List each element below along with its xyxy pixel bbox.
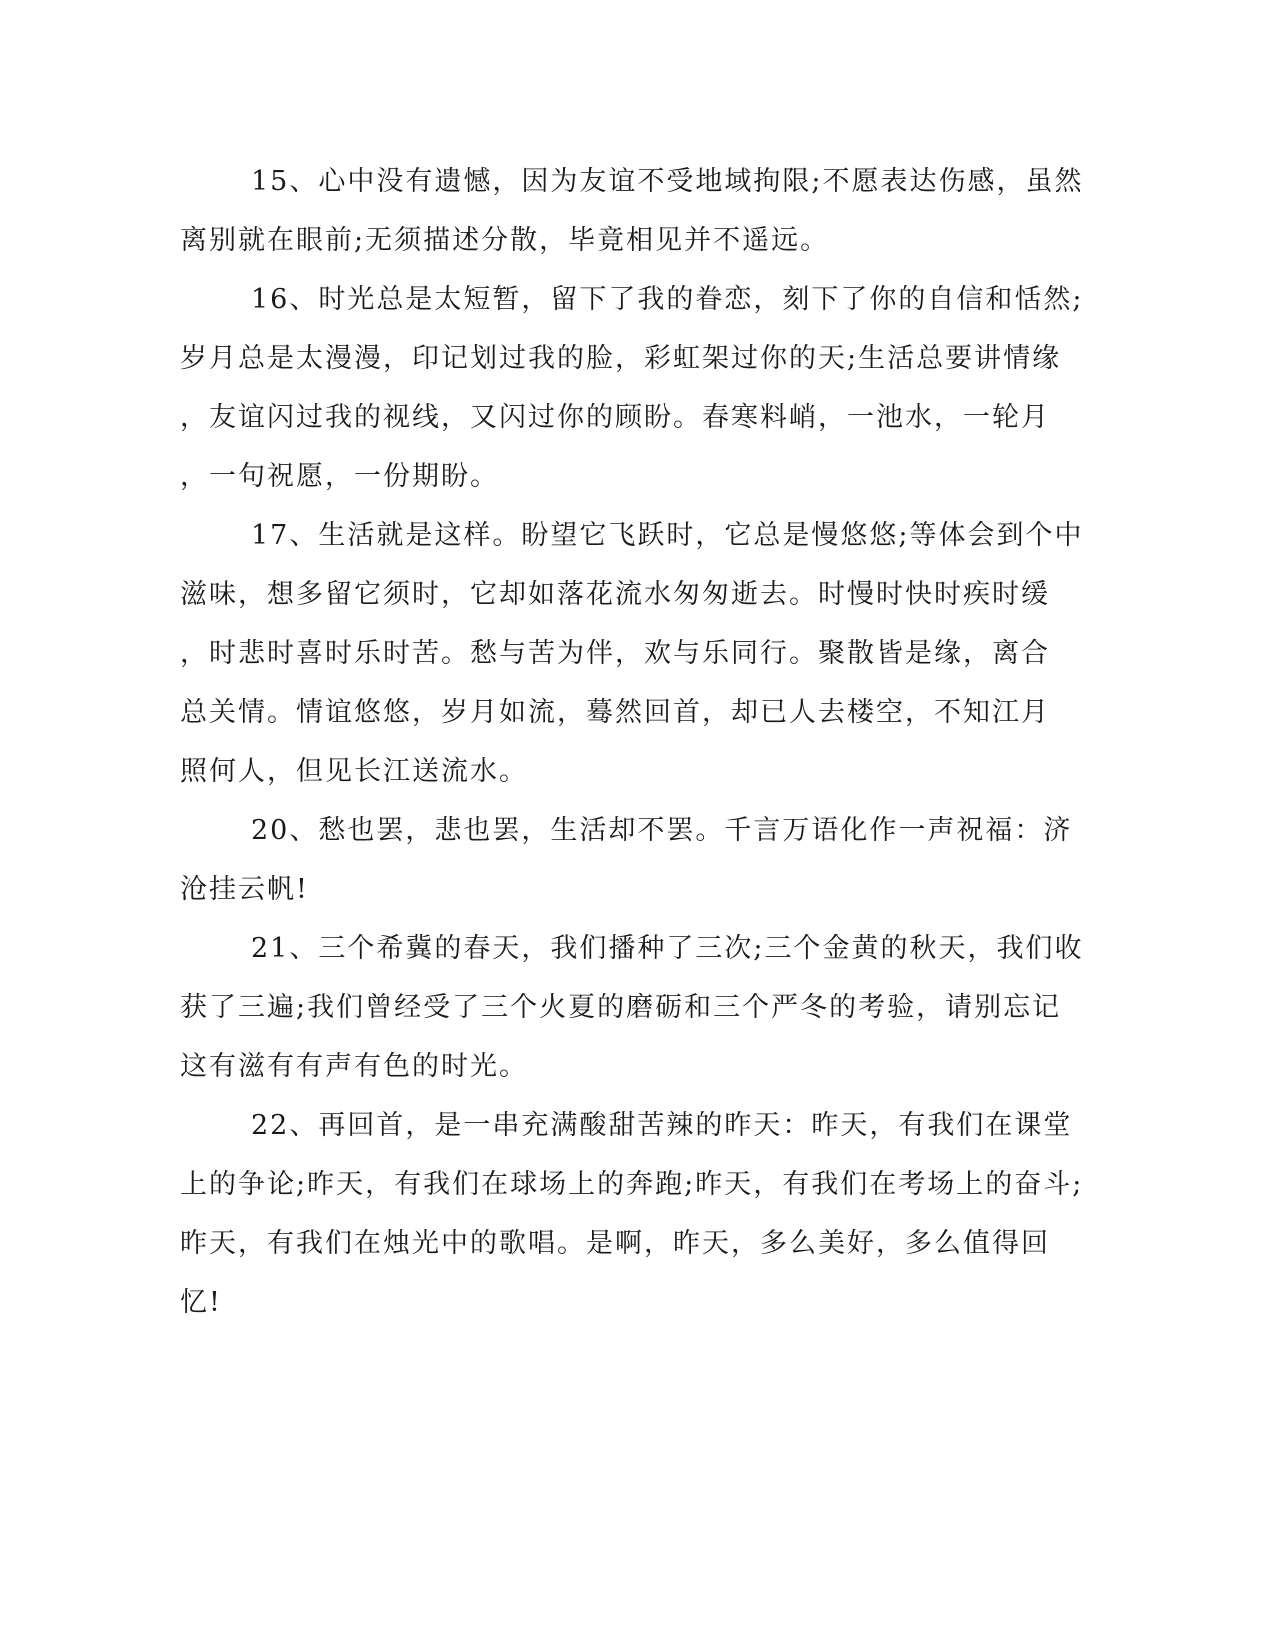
text-line: 滋味，想多留它须时，它却如落花流水匆匆逝去。时慢时快时疾时缓 <box>180 579 1050 610</box>
text-line: 获了三遍;我们曾经受了三个火夏的磨砺和三个严冬的考验，请别忘记 <box>180 992 1062 1023</box>
text-line: 16、时光总是太短暂，留下了我的眷恋，刻下了你的自信和恬然; <box>251 284 1084 315</box>
text-line: 昨天，有我们在烛光中的歌唱。是啊，昨天，多么美好，多么值得回 <box>180 1228 1050 1259</box>
text-line: 忆! <box>180 1287 222 1318</box>
paragraph-21 <box>180 929 1084 1106</box>
text-line: 17、生活就是这样。盼望它飞跃时，它总是慢悠悠;等体会到个中 <box>251 520 1084 551</box>
paragraph-15 <box>180 162 1084 280</box>
paragraph-16 <box>180 280 1084 516</box>
text-line: ，一句祝愿，一份期盼。 <box>180 461 499 492</box>
text-line: 这有滋有有声有色的时光。 <box>180 1051 528 1082</box>
paragraph-22 <box>180 1106 1084 1342</box>
text-line: 岁月总是太漫漫，印记划过我的脸，彩虹架过你的天;生活总要讲情缘 <box>180 343 1062 374</box>
text-line: 离别就在眼前;无须描述分散，毕竟相见并不遥远。 <box>180 225 830 256</box>
text-line: 21、三个希冀的春天，我们播种了三次;三个金黄的秋天，我们收 <box>251 933 1084 964</box>
paragraph-20 <box>180 811 1073 929</box>
text-line: 上的争论;昨天，有我们在球场上的奔跑;昨天，有我们在考场上的奋斗; <box>180 1169 1084 1200</box>
text-line: 总关情。情谊悠悠，岁月如流，蓦然回首，却已人去楼空，不知江月 <box>180 697 1050 728</box>
text-line: 15、心中没有遗憾，因为友谊不受地域拘限;不愿表达伤感，虽然 <box>251 166 1084 197</box>
paragraph-17 <box>180 516 1084 811</box>
text-line: 22、再回首，是一串充满酸甜苦辣的昨天：昨天，有我们在课堂 <box>251 1110 1073 1141</box>
text-line: 20、愁也罢，悲也罢，生活却不罢。千言万语化作一声祝福：济 <box>251 815 1073 846</box>
text-line: 沧挂云帆! <box>180 874 309 905</box>
document-body <box>180 162 1084 1342</box>
text-line: ，友谊闪过我的视线，又闪过你的顾盼。春寒料峭，一池水，一轮月 <box>180 402 1050 433</box>
text-line: ，时悲时喜时乐时苦。愁与苦为伴，欢与乐同行。聚散皆是缘，离合 <box>180 638 1050 669</box>
text-line: 照何人，但见长江送流水。 <box>180 756 528 787</box>
